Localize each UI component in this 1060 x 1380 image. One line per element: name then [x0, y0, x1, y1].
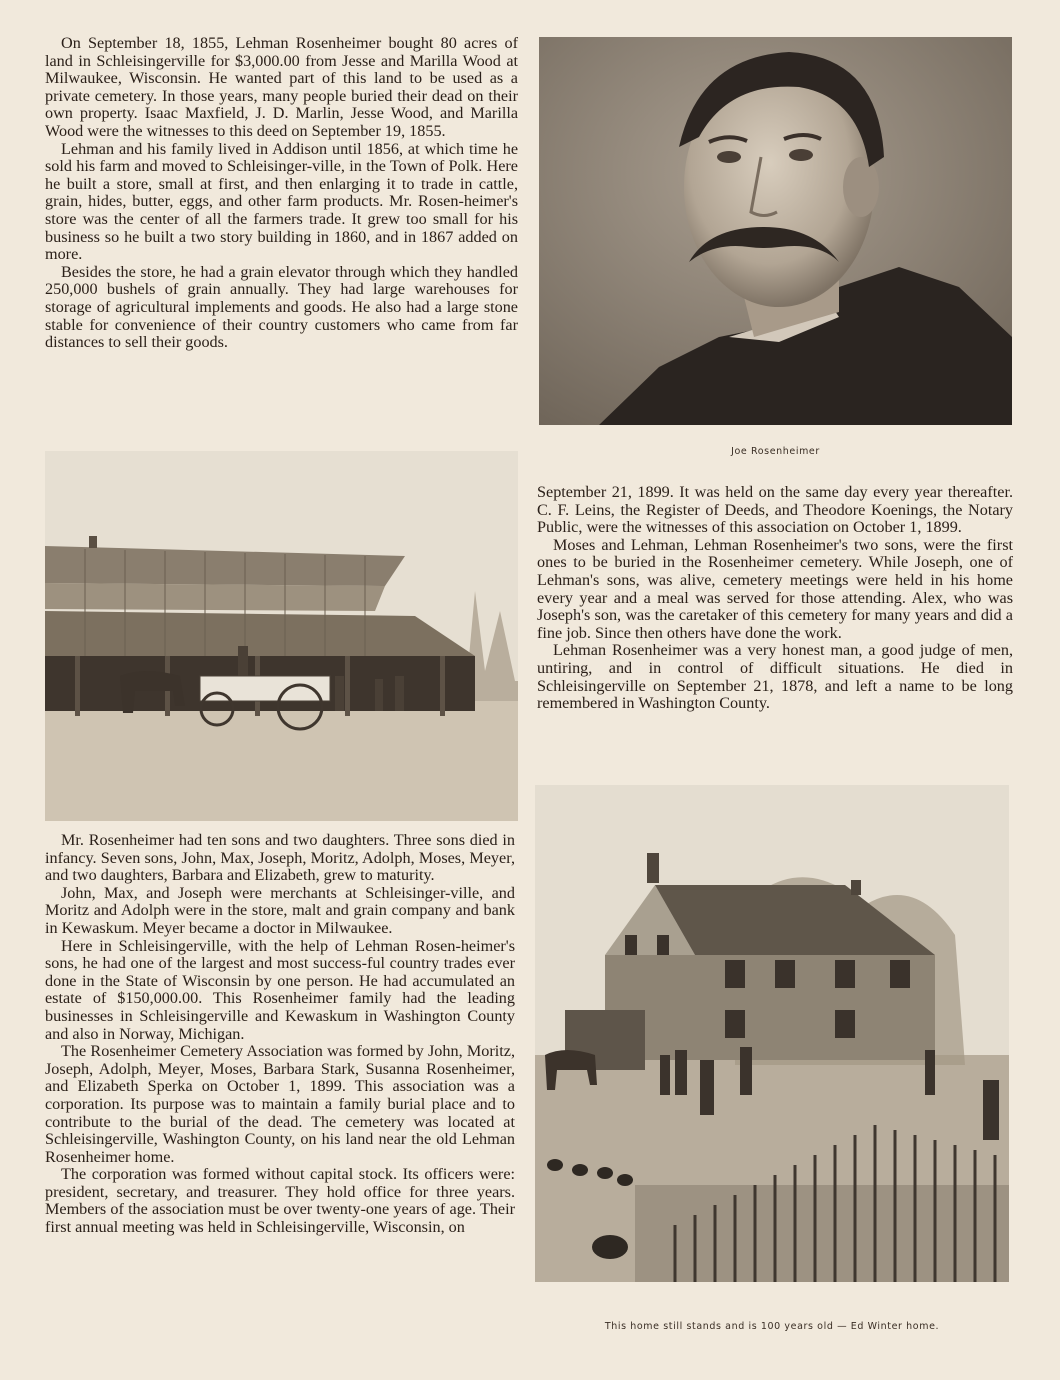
paragraph: Lehman Rosenheimer was a very honest man, a good judge of men, untiring, and in control of difficult situations. He died in Schleisingerville on September 21, 1878, and left a name to be long remembered in Washington County.	[537, 641, 1013, 713]
left-column-bottom-text	[45, 832, 515, 1237]
paragraph: John, Max, and Joseph were merchants at Schleisinger-ville, and Moritz and Adolph were in the store, malt and grain company and bank in Kewaskum. Meyer became a doctor in Milwaukee.	[45, 883, 515, 937]
paragraph: Mr. Rosenheimer had ten sons and two daughters. Three sons died in infancy. Seven sons, John, Max, Joseph, Moritz, Adolph, Moses, Meyer, and two daughters, Barbara and Elizabeth, grew to maturity.	[45, 831, 515, 885]
right-column-text	[537, 484, 1013, 713]
left-column-top-text	[45, 35, 518, 352]
portrait-illustration	[539, 37, 1012, 425]
paragraph: Moses and Lehman, Lehman Rosenheimer's two sons, were the first ones to be buried in the Rosenheimer cemetery. While Joseph, one of Lehman's sons, was alive, cemetery meetings were held in his home every year and a meal was served for those attending. Alex, who was Joseph's son, was the caretaker of this cemetery for many years and did a fine job. Since then others have done the work.	[537, 535, 1013, 642]
house-caption: This home still stands and is 100 years old — Ed Winter home.	[604, 1321, 940, 1332]
paragraph: Lehman and his family lived in Addison until 1856, at which time he sold his farm and moved to Schleisinger-ville, in the Town of Polk. Here he built a store, small at first, and then enlarging it to trade in cattle, grain, hides, butter, eggs, and other farm products. Mr. Rosen-heimer's store was the center of all the farmers trade. It grew too small for his business so he built a two story building in 1860, and in 1867 added on more.	[45, 139, 518, 264]
house-photo	[535, 785, 1009, 1282]
paragraph: Besides the store, he had a grain elevator through which they handled 250,000 bushels of grain annually. They had large warehouses for storage of agricultural implements and goods. He also had a large stone stable for convenience of their country customers who came from far distances to sell their goods.	[45, 262, 518, 352]
barn-photo	[45, 451, 518, 821]
portrait-caption: Joe Rosenheimer	[731, 446, 820, 457]
paragraph: On September 18, 1855, Lehman Rosenheimer bought 80 acres of land in Schleisingerville for $3,000.00 from Jesse and Marilla Wood at Milwaukee, Wisconsin. He wanted part of this land to be used as a private cemetery. In those years, many people buried their dead on their own property. Isaac Maxfield, J. D. Marlin, Jesse Wood, and Marilla Wood were the witnesses to this deed on September 19, 1855.	[45, 34, 518, 140]
barn-illustration	[45, 451, 518, 821]
paragraph: September 21, 1899. It was held on the same day every year thereafter. C. F. Leins, the Register of Deeds, and Theodore Koenings, the Notary Public, were the witnesses of this association on October 1, 1899.	[537, 483, 1013, 537]
paragraph: Here in Schleisingerville, with the help of Lehman Rosen-heimer's sons, he had one of the largest and most success-ful country trades ever done in the State of Wisconsin by one person. He had accumulated an estate of $150,000.00. This Rosenheimer family had the leading businesses in Schleisingerville and Kewaskum in Washington County and also in Norway, Michigan.	[45, 936, 515, 1043]
portrait-photo	[539, 37, 1012, 425]
paragraph: The corporation was formed without capital stock. Its officers were: president, secretary, and treasurer. They hold office for three years. Members of the association must be over twenty-one years of age. Their first annual meeting was held in Schleisingerville, Wisconsin, on	[45, 1165, 515, 1237]
paragraph: The Rosenheimer Cemetery Association was formed by John, Moritz, Joseph, Adolph, Meyer, Moses, Barbara Stark, Susanna Rosenheimer, and Elizabeth Sperka on October 1, 1899. This association was a corporation. Its purpose was to maintain a family burial place and to contribute to the burial of the dead. The cemetery was located at Schleisingerville, Washington County, on his land near the old Lehman Rosenheimer home.	[45, 1042, 515, 1166]
house-illustration	[535, 785, 1009, 1282]
